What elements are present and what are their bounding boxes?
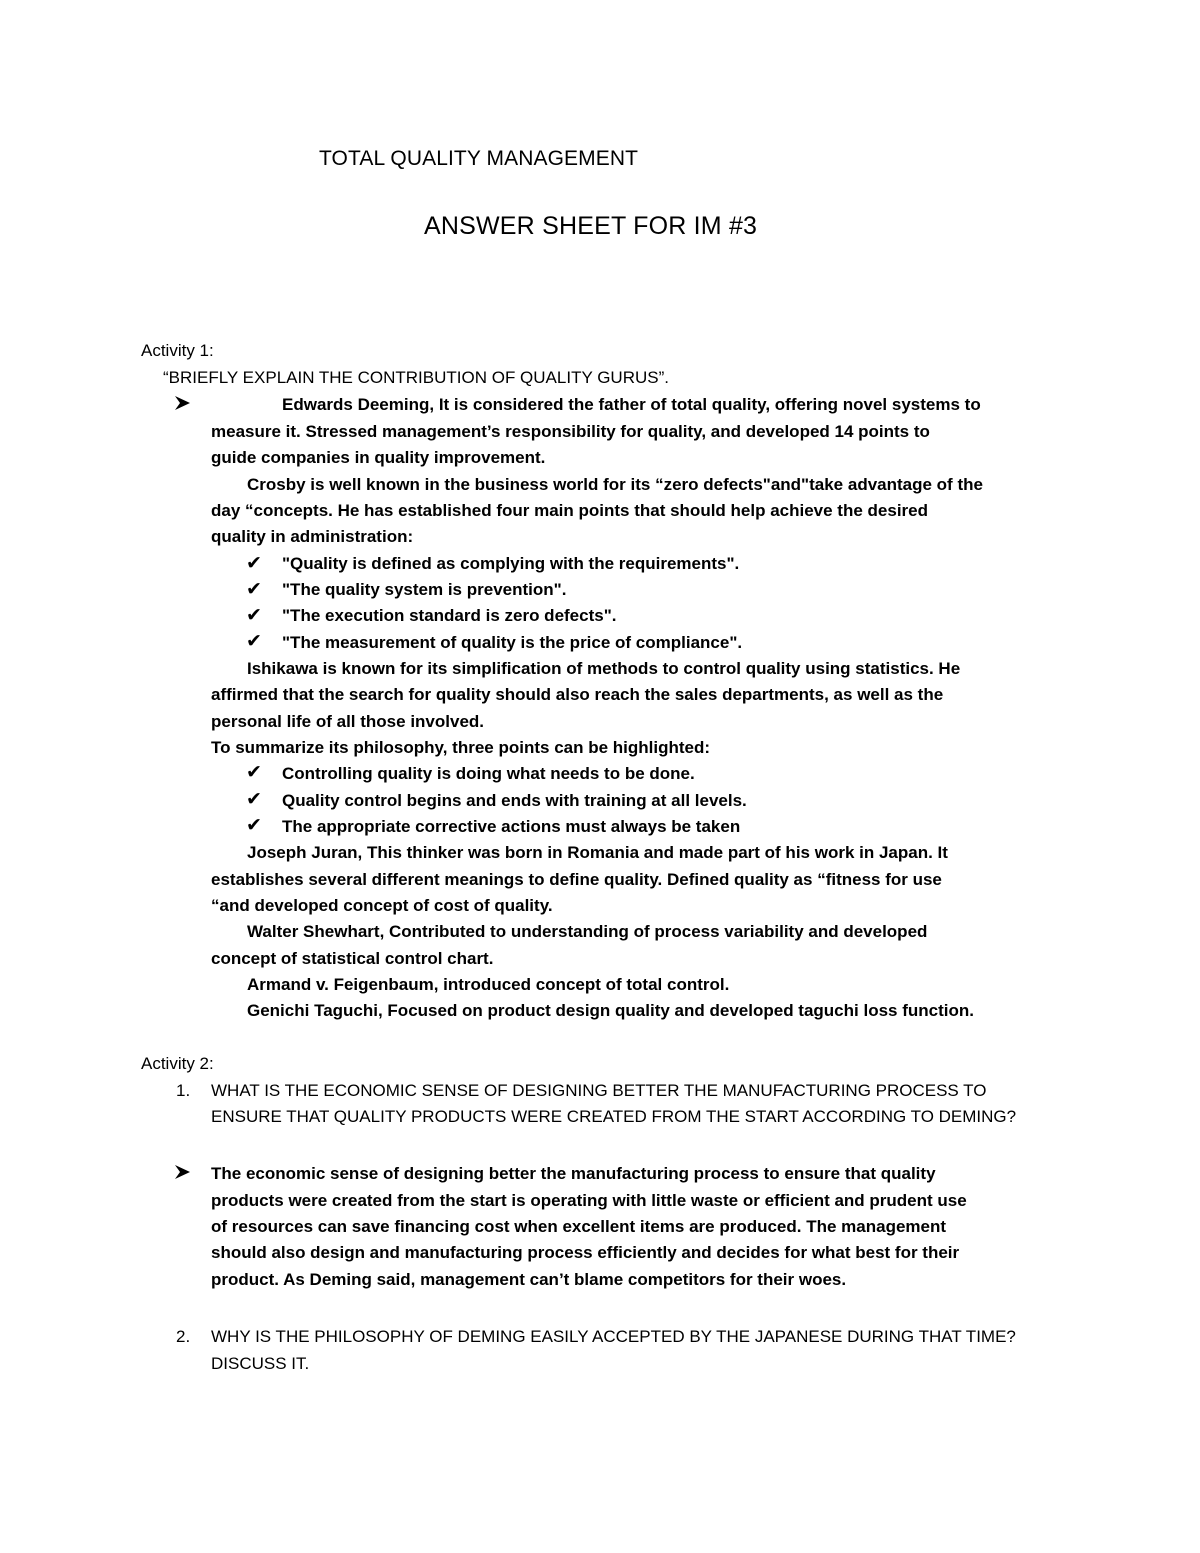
ishikawa-point-1: Controlling quality is doing what needs to be done. (282, 764, 695, 783)
answer-1-line-3: of resources can save financing cost when excellent items are produced. The management (211, 1217, 947, 1236)
deming-line-3: guide companies in quality improvement. (211, 448, 546, 467)
ishikawa-line-4: To summarize its philosophy, three points can be highlighted: (211, 738, 711, 757)
crosby-point-3: "The execution standard is zero defects". (282, 606, 617, 625)
ishikawa-line-1: Ishikawa is known for its simplification of methods to control quality using statistics. He (247, 659, 961, 678)
crosby-point-4: "The measurement of quality is the price of compliance". (282, 633, 743, 652)
question-2-line-1: WHY IS THE PHILOSOPHY OF DEMING EASILY ACCEPTED BY THE JAPANESE DURING THAT TIME? (211, 1327, 1016, 1346)
check-mark-icon: ✔ (246, 630, 262, 652)
ishikawa-line-2: affirmed that the search for quality should also reach the sales departments, as well as the (211, 685, 944, 704)
juran-line-3: “and developed concept of cost of quality. (211, 896, 553, 915)
question-1-line-2: ENSURE THAT QUALITY PRODUCTS WERE CREATED FROM THE START ACCORDING TO DEMING? (211, 1107, 1017, 1126)
shewhart-line-2: concept of statistical control chart. (211, 949, 494, 968)
juran-line-2: establishes several different meanings to define quality. Defined quality as “fitness for use (211, 870, 942, 889)
document-title: TOTAL QUALITY MANAGEMENT (319, 147, 639, 170)
juran-line-1: Joseph Juran, This thinker was born in Romania and made part of his work in Japan. It (247, 843, 948, 862)
ishikawa-point-3: The appropriate corrective actions must always be taken (282, 817, 741, 836)
question-1-line-1: WHAT IS THE ECONOMIC SENSE OF DESIGNING BETTER THE MANUFACTURING PROCESS TO (211, 1081, 987, 1100)
question-2-line-2: DISCUSS IT. (211, 1354, 310, 1373)
check-mark-icon: ✔ (246, 604, 262, 626)
crosby-point-1: "Quality is defined as complying with the requirements". (282, 554, 740, 573)
chevron-arrow-icon (174, 1161, 192, 1183)
question-2-number: 2. (176, 1327, 191, 1346)
document-subtitle: ANSWER SHEET FOR IM #3 (424, 212, 758, 240)
activity1-label: Activity 1: (141, 341, 214, 360)
crosby-point-2: "The quality system is prevention". (282, 580, 567, 599)
check-mark-icon: ✔ (246, 578, 262, 600)
taguchi-line: Genichi Taguchi, Focused on product design quality and developed taguchi loss function. (247, 1001, 974, 1020)
answer-1-line-2: products were created from the start is operating with little waste or efficient and prudent use (211, 1191, 967, 1210)
answer-1-line-1: The economic sense of designing better the manufacturing process to ensure that quality (211, 1164, 936, 1183)
activity1-question: “BRIEFLY EXPLAIN THE CONTRIBUTION OF QUALITY GURUS”. (163, 368, 669, 387)
check-mark-icon: ✔ (246, 761, 262, 783)
shewhart-line-1: Walter Shewhart, Contributed to understanding of process variability and developed (247, 922, 928, 941)
activity2-label: Activity 2: (141, 1054, 214, 1073)
feigenbaum-line: Armand v. Feigenbaum, introduced concept of total control. (247, 975, 730, 994)
crosby-line-1: Crosby is well known in the business world for its “zero defects"and"take advantage of the (247, 475, 983, 494)
crosby-line-3: quality in administration: (211, 527, 414, 546)
answer-1-line-5: product. As Deming said, management can’t blame competitors for their woes. (211, 1270, 847, 1289)
deming-line-2: measure it. Stressed management’s responsibility for quality, and developed 14 points to (211, 422, 930, 441)
question-1-number: 1. (176, 1081, 191, 1100)
chevron-arrow-icon (174, 392, 192, 414)
check-mark-icon: ✔ (246, 814, 262, 836)
check-mark-icon: ✔ (246, 788, 262, 810)
crosby-line-2: day “concepts. He has established four main points that should help achieve the desired (211, 501, 928, 520)
ishikawa-line-3: personal life of all those involved. (211, 712, 485, 731)
answer-1-line-4: should also design and manufacturing process efficiently and decides for what best for their (211, 1243, 960, 1262)
ishikawa-point-2: Quality control begins and ends with training at all levels. (282, 791, 747, 810)
deming-line-1: Edwards Deeming, It is considered the father of total quality, offering novel systems to (282, 395, 981, 414)
check-mark-icon: ✔ (246, 552, 262, 574)
